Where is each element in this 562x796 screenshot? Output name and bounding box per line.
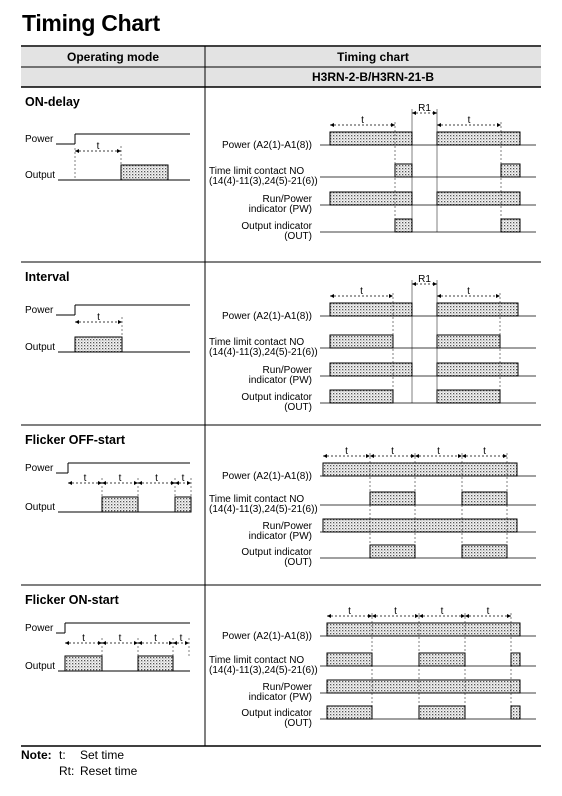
t-arrow-0-arrow-right bbox=[98, 481, 102, 485]
out-label-2: (OUT) bbox=[284, 718, 312, 729]
set-time-1-arrow-left bbox=[437, 123, 441, 127]
power-signal-pulse-0 bbox=[330, 303, 412, 316]
t-arrow-3-label: t bbox=[179, 633, 183, 644]
out-label-1: Output indicator bbox=[241, 221, 312, 232]
contact-signal-pulse-0 bbox=[395, 164, 412, 177]
out-signal-pulse-0 bbox=[327, 706, 372, 719]
set-time-1-label: t bbox=[394, 606, 397, 617]
out-signal-pulse-0 bbox=[395, 219, 412, 232]
contact-signal-pulse-0 bbox=[330, 335, 393, 348]
mode-chart-3 bbox=[25, 623, 190, 672]
pw-signal-pulse-1 bbox=[437, 363, 518, 376]
t-arrow-0-label: t bbox=[83, 473, 87, 484]
t-arrow-1-arrow-right bbox=[134, 481, 138, 485]
set-time-2-arrow-left bbox=[419, 614, 423, 618]
t-arrow-3-label: t bbox=[181, 473, 185, 484]
t-arrow-0-arrow-left bbox=[65, 641, 69, 645]
t-arrow-3-arrow-left bbox=[173, 641, 177, 645]
t-arrow-label: t bbox=[97, 312, 100, 323]
pw-label-2: indicator (PW) bbox=[248, 204, 312, 215]
pw-signal-pulse-1 bbox=[437, 192, 520, 205]
timing-charts bbox=[209, 103, 536, 729]
set-time-0-arrow-right bbox=[391, 123, 395, 127]
reset-time-arrow-left bbox=[412, 282, 416, 286]
t-arrow-arrow-right bbox=[118, 320, 122, 324]
set-time-0-arrow-left bbox=[330, 123, 334, 127]
t-arrow-2-arrow-left bbox=[138, 641, 142, 645]
pw-label-1: Run/Power bbox=[262, 194, 312, 205]
mode-title-3: Flicker ON-start bbox=[25, 593, 119, 607]
set-time-1-arrow-right bbox=[496, 294, 500, 298]
set-time-3-arrow-right bbox=[503, 454, 507, 458]
out-label-1: Output indicator bbox=[241, 708, 312, 719]
power-signal-label: Power (A2(1)-A1(8)) bbox=[221, 631, 312, 642]
set-time-1-arrow-right bbox=[497, 123, 501, 127]
set-time-1-arrow-left bbox=[370, 454, 374, 458]
pw-label-1: Run/Power bbox=[262, 521, 312, 532]
pw-label-2: indicator (PW) bbox=[248, 692, 312, 703]
t-arrow-1-label: t bbox=[118, 633, 122, 644]
reset-time-arrow-right bbox=[433, 282, 437, 286]
output-pulse-1 bbox=[138, 656, 173, 671]
out-label-2: (OUT) bbox=[284, 231, 312, 242]
contact-label-2: (14(4)-11(3),24(5)-21(6)) bbox=[209, 176, 318, 187]
power-signal-pulse-0 bbox=[330, 132, 412, 145]
power-signal-pulse-0 bbox=[327, 623, 520, 636]
contact-signal-pulse-0 bbox=[327, 653, 372, 666]
note-rt-text: Reset time bbox=[80, 764, 138, 778]
contact-label-1: Time limit contact NO bbox=[209, 655, 305, 666]
out-signal-pulse-2 bbox=[511, 706, 520, 719]
out-signal-pulse-0 bbox=[330, 390, 393, 403]
note-t-text: Set time bbox=[80, 748, 125, 762]
set-time-2-arrow-right bbox=[461, 614, 465, 618]
set-time-3-arrow-left bbox=[465, 614, 469, 618]
power-label: Power bbox=[25, 463, 54, 474]
pw-signal-pulse-0 bbox=[330, 363, 412, 376]
contact-signal-pulse-2 bbox=[511, 653, 520, 666]
power-label: Power bbox=[25, 134, 54, 145]
out-signal-pulse-1 bbox=[419, 706, 465, 719]
page-title: Timing Chart bbox=[22, 10, 160, 36]
power-signal-label: Power (A2(1)-A1(8)) bbox=[221, 311, 312, 322]
output-label: Output bbox=[25, 170, 56, 181]
t-arrow-1-arrow-right bbox=[134, 641, 138, 645]
pw-label-1: Run/Power bbox=[262, 682, 312, 693]
output-pulse-0 bbox=[65, 656, 102, 671]
power-signal-pulse-1 bbox=[437, 132, 520, 145]
set-time-1-label: t bbox=[467, 115, 471, 126]
pw-label-2: indicator (PW) bbox=[248, 375, 312, 386]
t-arrow-1-arrow-left bbox=[102, 641, 106, 645]
power-signal-pulse-0 bbox=[323, 463, 517, 476]
set-time-1-arrow-left bbox=[372, 614, 376, 618]
timing-chart-0 bbox=[209, 103, 536, 242]
set-time-0-arrow-right bbox=[389, 294, 393, 298]
t-arrow-2-arrow-left bbox=[138, 481, 142, 485]
out-label-2: (OUT) bbox=[284, 557, 312, 568]
t-arrow-2-label: t bbox=[154, 633, 157, 644]
power-label: Power bbox=[25, 623, 54, 634]
contact-label-1: Time limit contact NO bbox=[209, 337, 305, 348]
power-signal-label: Power (A2(1)-A1(8)) bbox=[221, 140, 312, 151]
timing-chart-1 bbox=[209, 274, 536, 413]
set-time-3-label: t bbox=[486, 606, 490, 617]
reset-time-label: R1 bbox=[418, 103, 431, 114]
set-time-2-label: t bbox=[437, 446, 440, 457]
t-arrow-0-label: t bbox=[82, 633, 85, 644]
mode-title-1: Interval bbox=[25, 270, 70, 284]
set-time-0-arrow-left bbox=[330, 294, 334, 298]
timing-chart-3 bbox=[209, 606, 536, 729]
timing-chart-2 bbox=[209, 446, 536, 568]
mode-chart-2 bbox=[25, 463, 191, 513]
note-label: Note: bbox=[21, 748, 52, 762]
contact-label-2: (14(4)-11(3),24(5)-21(6)) bbox=[209, 347, 318, 358]
contact-label-2: (14(4)-11(3),24(5)-21(6)) bbox=[209, 504, 318, 515]
output-pulse-1 bbox=[175, 497, 191, 512]
note-rt-key: Rt: bbox=[59, 764, 75, 778]
t-arrow-label: t bbox=[96, 141, 100, 152]
set-time-1-arrow-left bbox=[437, 294, 441, 298]
set-time-3-arrow-right bbox=[507, 614, 511, 618]
t-arrow-arrow-left bbox=[75, 149, 79, 153]
set-time-0-arrow-right bbox=[368, 614, 372, 618]
contact-signal-pulse-1 bbox=[437, 335, 500, 348]
pw-signal-pulse-0 bbox=[327, 680, 520, 693]
note-t-key: t: bbox=[59, 748, 66, 762]
set-time-2-arrow-left bbox=[415, 454, 419, 458]
header-operating-mode: Operating mode bbox=[21, 47, 205, 67]
set-time-0-label: t bbox=[361, 115, 364, 126]
power-signal-label: Power (A2(1)-A1(8)) bbox=[221, 471, 312, 482]
out-label-1: Output indicator bbox=[241, 392, 312, 403]
out-signal-pulse-1 bbox=[437, 390, 500, 403]
set-time-0-label: t bbox=[345, 446, 348, 457]
set-time-0-arrow-left bbox=[327, 614, 331, 618]
contact-signal-pulse-1 bbox=[501, 164, 520, 177]
t-arrow-3-arrow-right bbox=[185, 641, 189, 645]
mode-title-2: Flicker OFF-start bbox=[25, 433, 126, 447]
set-time-3-label: t bbox=[483, 446, 486, 457]
out-signal-pulse-0 bbox=[370, 545, 415, 558]
reset-time-label: R1 bbox=[418, 274, 431, 285]
output-pulse-0 bbox=[102, 497, 138, 512]
set-time-1-label: t bbox=[391, 446, 394, 457]
output-label: Output bbox=[25, 502, 56, 513]
pw-signal-pulse-0 bbox=[323, 519, 517, 532]
pw-label-1: Run/Power bbox=[262, 365, 312, 376]
header-timing-chart: Timing chart bbox=[205, 47, 541, 67]
t-arrow-arrow-right bbox=[117, 149, 121, 153]
out-label-1: Output indicator bbox=[241, 547, 312, 558]
out-signal-pulse-1 bbox=[501, 219, 520, 232]
t-arrow-2-arrow-right bbox=[169, 641, 173, 645]
contact-label-1: Time limit contact NO bbox=[209, 166, 305, 177]
power-signal-pulse-1 bbox=[437, 303, 518, 316]
set-time-1-label: t bbox=[467, 286, 470, 297]
output-label: Output bbox=[25, 342, 56, 353]
set-time-2-arrow-right bbox=[458, 454, 462, 458]
out-label-2: (OUT) bbox=[284, 402, 312, 413]
t-arrow-1-arrow-left bbox=[102, 481, 106, 485]
t-arrow-2-label: t bbox=[155, 473, 158, 484]
t-arrow-2-arrow-right bbox=[171, 481, 175, 485]
set-time-0-arrow-left bbox=[323, 454, 327, 458]
output-label: Output bbox=[25, 661, 56, 672]
output-pulse-0 bbox=[75, 337, 122, 352]
operating-mode-charts bbox=[25, 134, 191, 672]
t-arrow-0-arrow-left bbox=[68, 481, 72, 485]
contact-signal-pulse-1 bbox=[419, 653, 465, 666]
t-arrow-0-arrow-right bbox=[98, 641, 102, 645]
t-arrow-1-label: t bbox=[118, 473, 122, 484]
power-label: Power bbox=[25, 305, 54, 316]
mode-chart-0 bbox=[25, 134, 190, 181]
set-time-2-label: t bbox=[440, 606, 444, 617]
pw-label-2: indicator (PW) bbox=[248, 531, 312, 542]
out-signal-pulse-1 bbox=[462, 545, 507, 558]
mode-chart-1 bbox=[25, 305, 190, 353]
reset-time-arrow-left bbox=[412, 111, 416, 115]
contact-signal-pulse-1 bbox=[462, 492, 507, 505]
reset-time-arrow-right bbox=[433, 111, 437, 115]
pw-signal-pulse-0 bbox=[330, 192, 412, 205]
header-model: H3RN-2-B/H3RN-21-B bbox=[205, 67, 541, 87]
contact-label-2: (14(4)-11(3),24(5)-21(6)) bbox=[209, 665, 318, 676]
contact-label-1: Time limit contact NO bbox=[209, 494, 305, 505]
mode-title-0: ON-delay bbox=[25, 95, 80, 109]
t-arrow-3-arrow-left bbox=[175, 481, 179, 485]
t-arrow-arrow-left bbox=[75, 320, 79, 324]
contact-signal-pulse-0 bbox=[370, 492, 415, 505]
set-time-1-arrow-right bbox=[411, 454, 415, 458]
set-time-0-arrow-right bbox=[366, 454, 370, 458]
set-time-3-arrow-left bbox=[462, 454, 466, 458]
set-time-1-arrow-right bbox=[415, 614, 419, 618]
t-arrow-3-arrow-right bbox=[187, 481, 191, 485]
output-pulse-0 bbox=[121, 165, 168, 180]
set-time-0-label: t bbox=[360, 286, 363, 297]
set-time-0-label: t bbox=[348, 606, 351, 617]
